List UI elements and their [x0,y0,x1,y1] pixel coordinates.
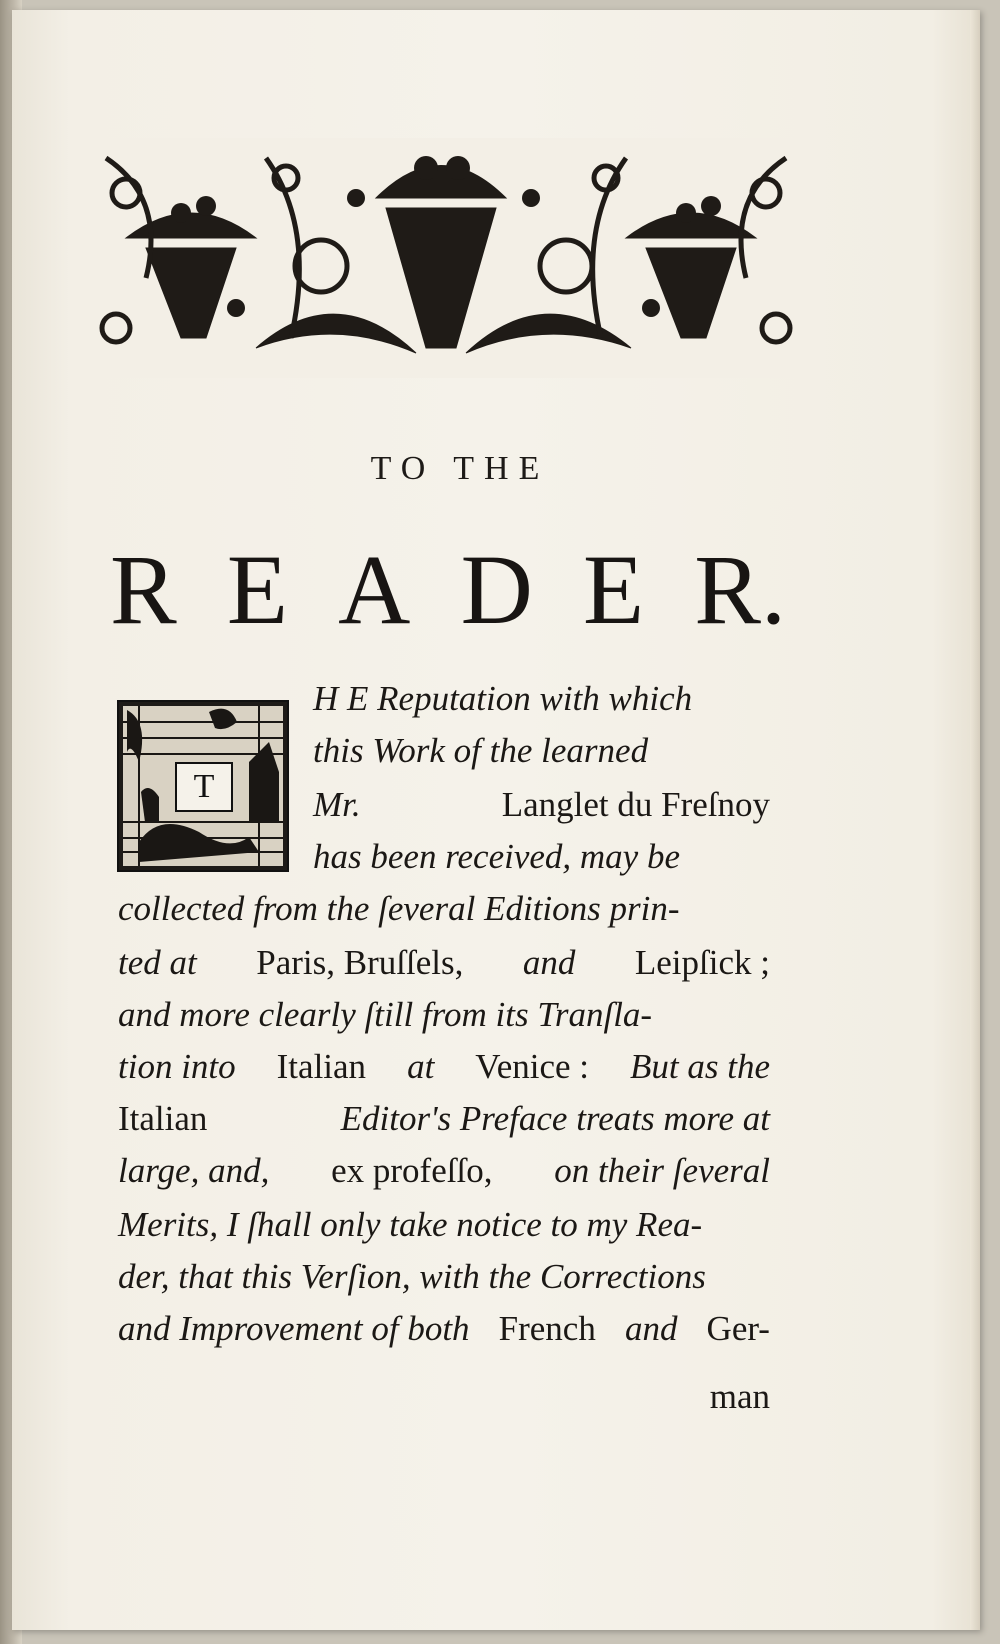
text-segment: at [407,1047,444,1086]
text-line [118,672,770,726]
text-line [118,1040,770,1094]
text-segment: this Work of the learned [313,731,649,770]
text-segment: Italian [118,1099,217,1138]
text-segment: But as the [630,1047,770,1086]
text-segment: Editor's Preface treats more at [340,1099,770,1138]
text-segment: on their ſeveral [554,1151,770,1190]
heading-reader-letter: D [460,534,533,645]
text-segment: French [498,1309,605,1348]
text-segment: Italian [276,1047,375,1086]
text-segment: Mr. [313,785,361,824]
heading-reader [110,534,786,645]
text-segment: large, and, [118,1151,279,1190]
text-segment: and [624,1309,687,1348]
text-segment: tion into [118,1047,245,1086]
text-line [118,830,770,884]
text-segment: Merits, I ſhall only take notice to my Rea- [118,1205,703,1244]
heading-reader-letter: A [338,534,411,645]
text-line [118,1250,770,1304]
heading-reader-letter: E [226,534,288,645]
text-line [118,1092,770,1146]
text-line [118,778,770,832]
initial-letter: T [175,762,233,812]
heading-to-the: TO THE [370,450,550,487]
text-segment: collected from the ſeveral Editions prin- [118,889,680,928]
text-segment: der, that this Verſion, with the Corrections [118,1257,706,1296]
heading-reader-letter: R. [694,534,786,645]
text-line [118,1144,770,1198]
text-line [118,988,770,1042]
text-segment: ex profeſſo, [331,1151,502,1190]
floral-headpiece-ornament [86,138,801,378]
text-segment: and [522,943,585,982]
text-segment: Leipſick ; [634,943,770,982]
text-segment: has been received, may be [313,837,681,876]
text-segment: ted at [118,943,206,982]
text-segment: Langlet du Freſnoy [492,785,770,824]
text-line [118,1302,770,1356]
text-segment: Paris, Bruſſels, [256,943,473,982]
text-segment: and more clearly ſtill from its Tranſla- [118,995,653,1034]
catchword-line [118,1370,770,1424]
text-segment: H E Reputation with which [313,679,693,718]
text-line [118,936,770,990]
text-line [118,1198,770,1252]
page-edge [970,10,980,1630]
text-segment: Ger- [706,1309,770,1348]
catchword: man [709,1377,770,1416]
heading-reader-letter: R [110,534,177,645]
text-line [118,724,770,778]
text-line [118,882,770,936]
text-segment: and Improvement of both [118,1309,479,1348]
heading-reader-letter: E [582,534,645,645]
text-segment: Venice : [475,1047,598,1086]
